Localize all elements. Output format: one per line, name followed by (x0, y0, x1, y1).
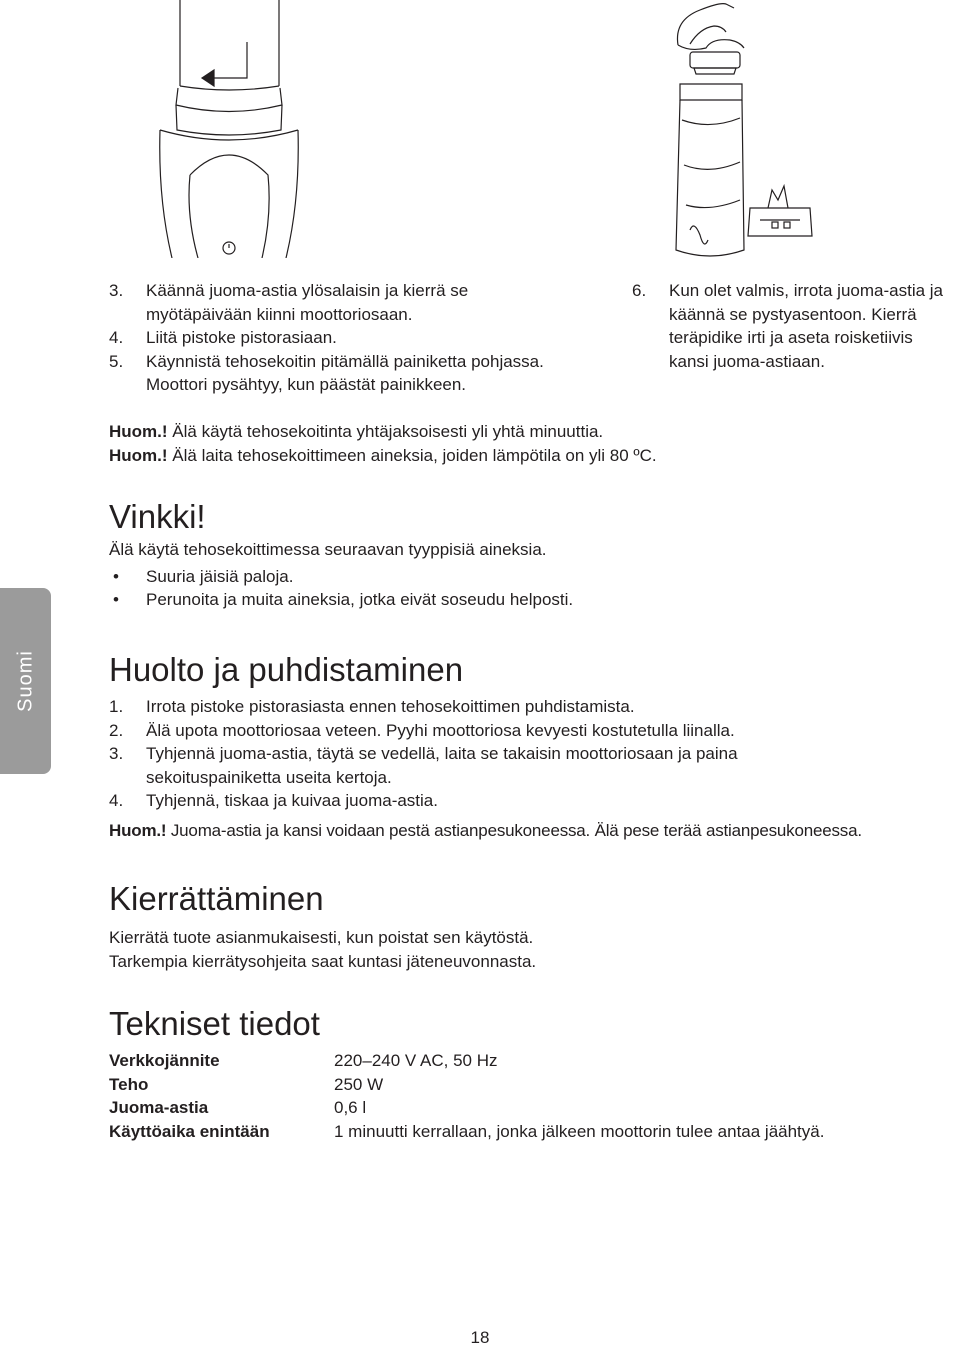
recycling-line: Tarkempia kierrätysohjeita saat kuntasi jäteneuvonnasta. (109, 951, 537, 971)
spec-value: 220–240 V AC, 50 Hz (334, 1051, 498, 1070)
page-number: 18 (470, 1328, 490, 1347)
step-text: Kun olet valmis, irrota juoma-astia ja käännä se pystyasentoon. Kierrä teräpidike irti ja aseta roisketiivis kansi juoma-astiaan. (669, 281, 944, 371)
maintenance-section (109, 651, 959, 842)
spec-label: Verkkojännite (109, 1051, 220, 1070)
step-number: 1. (109, 697, 124, 716)
list-item (109, 719, 959, 743)
maintenance-heading: Huolto ja puhdistaminen (109, 651, 464, 688)
note-label: Huom.! (109, 820, 167, 840)
note-label: Huom.! (109, 422, 168, 441)
spec-value: 0,6 l (334, 1098, 367, 1117)
list-item: • Suuria jäisiä paloja. (109, 565, 929, 589)
recycling-heading: Kierrättäminen (109, 880, 324, 917)
spec-row (109, 1096, 949, 1120)
note-text: Älä käytä tehosekoitinta yhtäjaksoisesti yli yhtä minuuttia. (167, 422, 604, 441)
blender-assembly-illustration (150, 0, 310, 258)
step-text: Käynnistä tehosekoitin pitämällä painiketta pohjassa. Moottori pysähtyy, kun päästät painikkeen. (146, 351, 544, 394)
step-number: 4. (109, 791, 124, 810)
step-number: 4. (109, 328, 124, 347)
specs-section (109, 1005, 949, 1143)
tip-intro: Älä käytä tehosekoittimessa seuraavan tyyppisiä aineksia. (109, 540, 547, 559)
step-number: 6. (632, 281, 647, 300)
spec-label: Teho (109, 1074, 149, 1094)
note-text: Älä laita tehosekoittimeen aineksia, joiden lämpötila on yli 80 ºC. (167, 445, 657, 465)
list-item: • Perunoita ja muita aineksia, jotka eivät soseudu helposti. (109, 588, 929, 612)
step-text: Tyhjennä, tiskaa ja kuivaa juoma-astia. (146, 791, 438, 810)
maintenance-steps (109, 695, 959, 813)
list-item (109, 279, 569, 326)
step-text: Älä upota moottoriosaa veteen. Pyyhi moottoriosa kevyesti kostutetulla liinalla. (146, 720, 735, 740)
spec-value: 1 minuutti kerrallaan, jonka jälkeen moottorin tulee antaa jäähtyä. (334, 1121, 825, 1141)
spec-row (109, 1120, 949, 1144)
warning-notes (109, 420, 929, 467)
step-text: Irrota pistoke pistorasiasta ennen tehosekoittimen puhdistamista. (146, 697, 635, 716)
tip-section (109, 498, 929, 612)
spec-row (109, 1073, 949, 1097)
tip-heading: Vinkki! (109, 498, 206, 535)
note-line (109, 420, 929, 444)
step-number: 3. (109, 281, 124, 300)
specs-heading: Tekniset tiedot (109, 1005, 320, 1042)
note-label: Huom.! (109, 445, 168, 465)
step-text: Tyhjennä juoma-astia, täytä se vedellä, laita se takaisin moottoriosaan ja paina sekoituspainiketta useita kertoja. (146, 744, 738, 787)
assembly-steps-left (109, 279, 569, 397)
list-item (109, 695, 959, 719)
spec-row (109, 1049, 949, 1073)
list-item (109, 742, 846, 789)
tip-bullets (109, 565, 929, 612)
language-tab-label: Suomi (14, 650, 36, 712)
recycling-line: Kierrätä tuote asianmukaisesti, kun poistat sen käytöstä. (109, 928, 534, 947)
spec-value: 250 W (334, 1074, 384, 1094)
step-text: Käännä juoma-astia ylösalaisin ja kierrä se myötäpäivään kiinni moottoriosaan. (146, 281, 469, 324)
note-line (109, 444, 929, 468)
recycling-section (109, 880, 929, 973)
language-tab (0, 588, 51, 774)
maintenance-note (109, 819, 959, 843)
specs-table (109, 1049, 949, 1143)
spec-label: Käyttöaika enintään (109, 1121, 270, 1141)
assembly-steps-right (632, 279, 952, 373)
step-number: 3. (109, 744, 124, 763)
step-number: 2. (109, 720, 124, 740)
bottle-and-blade-illustration (660, 0, 820, 262)
list-item (109, 350, 569, 397)
step-number: 5. (109, 351, 124, 371)
note-text: Juoma-astia ja kansi voidaan pestä astianpesukoneessa. Älä pese terää astianpesukoneessa. (166, 820, 862, 840)
spec-label: Juoma-astia (109, 1098, 209, 1117)
step-text: Liitä pistoke pistorasiaan. (146, 328, 337, 347)
list-item (632, 279, 952, 373)
list-item (109, 326, 569, 350)
list-item (109, 789, 959, 813)
